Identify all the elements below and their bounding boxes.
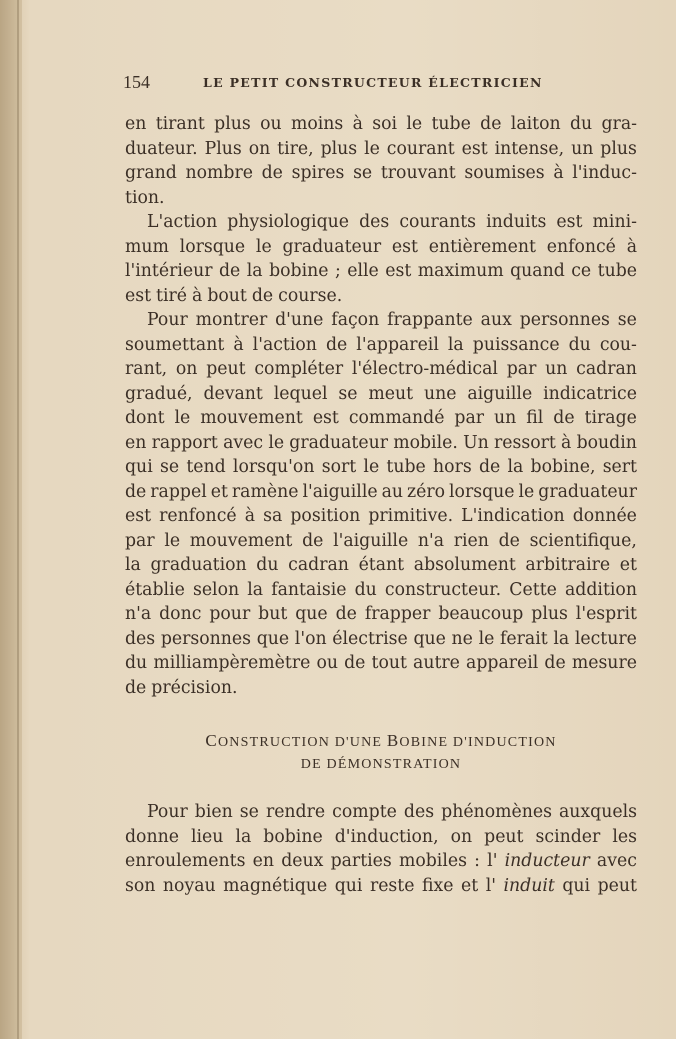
text-line [125,578,637,603]
word: lorsque [179,236,246,257]
word: en [125,432,147,453]
word: de [478,457,501,477]
word: sort [321,457,357,477]
word: ce [571,261,592,281]
word: l'action [252,334,317,355]
word: d'induction, [334,826,439,847]
word: est [461,138,488,159]
word: sa [263,506,283,526]
word: beaucoup [438,604,524,624]
text-line [125,382,637,407]
section-heading [125,729,637,777]
word: donc [159,604,202,624]
word: d'une [275,310,324,330]
word: rapport [151,432,218,453]
word: l'appareil [356,334,439,355]
word: absolument [413,555,516,575]
word: peut [484,826,524,847]
word: ferait [500,628,548,649]
word: tire, [277,138,314,159]
word: l'électro-médical [351,359,498,379]
word: cadran [576,359,637,379]
word: montrer [195,310,268,330]
word: à [561,432,572,453]
word: le [174,408,191,428]
word: L'indication [461,506,565,526]
word: rien [453,530,489,551]
word: la [507,457,524,477]
word: plus [320,138,358,159]
word: se [353,163,373,183]
word: spires [291,163,345,183]
word: de [125,677,147,698]
word: au [381,481,404,502]
word: aux [480,310,512,330]
section-heading-line-1: CONSTRUCTION D'UNE BOBINE D'INDUCTION [205,731,557,750]
word: électrise [332,628,408,649]
word: on [248,138,271,159]
word: se [239,802,259,822]
word: bien [194,802,233,822]
word: la [553,628,570,649]
text-line [125,333,637,358]
word: l'intérieur [125,261,213,281]
word: soi [372,114,398,134]
word: milliampèremètre [153,653,311,673]
word: de [480,114,502,134]
word: trouvant [380,163,456,183]
word: le [255,236,272,257]
word: l'aiguille [302,481,378,502]
word: à [244,506,256,526]
text-line [125,602,637,627]
word: qui [125,457,153,477]
page-number: 154 [123,72,150,92]
word: appareil [466,653,539,673]
word: peut [206,359,246,379]
word: ; [334,261,341,281]
word: avec [596,851,637,871]
word: le [518,481,535,502]
text-line [125,406,637,431]
text-line [125,825,637,850]
word: de [553,408,575,428]
word: de [302,530,324,551]
word: l'aiguille [333,530,409,551]
text-line [125,235,637,260]
word: rappel [150,481,207,502]
word: fantaisie [271,579,347,600]
word: grand [125,163,177,183]
word: intense, [494,138,565,159]
word: des [403,802,435,822]
word: nombre [185,163,253,183]
word: Pour [147,310,188,330]
word: L'action [147,212,218,232]
word: gradué, [125,383,193,404]
word: graduateur [289,432,388,453]
word: n'a [125,604,152,624]
text-line [125,284,637,309]
word: mum [125,236,169,257]
word: des [125,628,156,649]
word: ne [451,628,473,649]
word: du [569,114,593,134]
word: de [344,653,366,673]
word: addition [565,579,637,600]
word: les [612,826,637,847]
word: un [494,408,517,428]
text-line [125,186,637,211]
word: rant, [125,359,168,379]
word: scinder [535,826,601,847]
word: boudin [576,432,637,453]
word: ou [316,653,338,673]
word: le [406,114,423,134]
page-header [123,72,643,98]
word: graduation [150,555,247,575]
word: courant [386,138,455,159]
word: magnétique [223,875,328,896]
word: de [251,285,274,306]
word: rendre [265,802,326,822]
word: est [556,212,583,232]
word: scientifique, [529,530,637,551]
word: : [474,851,480,871]
word: mobile. [393,432,458,453]
text-line [125,431,637,456]
word: on [175,359,198,379]
word: enroulements [125,851,246,871]
word: l'induc- [572,163,637,183]
word: physiologique [227,212,349,232]
word: est [125,506,152,526]
word: sert [602,457,637,477]
word: deux [281,851,324,871]
word: parties [330,851,392,871]
word: primitive. [368,506,454,526]
word: peut [597,875,637,896]
word: selon [192,579,240,600]
word: et [461,875,479,896]
text-line [125,874,637,899]
word: lecture [574,628,637,649]
word: commandé [348,408,445,428]
text-line [125,161,637,186]
word: reste [369,875,415,896]
word: est [125,285,152,306]
word: de [125,481,147,502]
word: le [363,457,380,477]
word: tube [597,261,637,281]
text-line [125,480,637,505]
text-line [125,800,637,825]
text-line [125,651,637,676]
word: de [325,334,348,355]
word: qui [562,875,591,896]
word: personnes [160,628,252,649]
word: bout [207,285,247,306]
word: fixe [421,875,454,896]
text-line [125,627,637,652]
section-paragraph [125,800,637,898]
word: en [252,851,275,871]
word: Cette [509,579,557,600]
word: tirage [584,408,637,428]
word: l'on [294,628,327,649]
word: de [498,530,520,551]
word: à [233,334,244,355]
word: hors [433,457,472,477]
word: mini- [592,212,637,232]
word: tiré [156,285,188,306]
word: ou [260,114,282,134]
word: frappante [387,310,473,330]
word: est [385,261,412,281]
word: l' [487,851,498,871]
word: personnes [519,310,610,330]
text-line [125,504,637,529]
word: l'esprit [575,604,637,624]
text-line [125,112,637,137]
word: le [364,138,380,159]
word: et [619,555,637,575]
word: compte [332,802,397,822]
word: tion. [125,187,165,208]
word: on [450,826,473,847]
text-line [125,357,637,382]
word: maximum [417,261,504,281]
word: puissance [472,334,560,355]
text-line [125,553,637,578]
word: la [125,555,141,575]
word: lieu [190,826,224,847]
word: meut [368,383,414,404]
word: gra- [601,114,637,134]
word: la [447,334,464,355]
word: noyau [162,875,216,896]
word: plus [600,138,637,159]
word: tout [371,653,407,673]
book-binding-edge [0,0,22,1039]
word: mouvement [200,408,303,428]
word: des [359,212,390,232]
word: renfoncé [159,506,237,526]
word: but [258,604,288,624]
word: du [354,579,377,600]
text-line [125,259,637,284]
word: induits [486,212,547,232]
word: de [544,653,566,673]
word: dont [125,408,165,428]
word: courants [399,212,477,232]
word: tube [431,114,471,134]
word: se [617,310,637,330]
word: établie [125,579,185,600]
word: un [545,359,568,379]
word: par [125,530,155,551]
word: bobine [269,261,329,281]
word: duateur. [125,138,198,159]
word: la [247,579,264,600]
word: de [218,261,241,281]
word: est [312,408,339,428]
word: elle [347,261,379,281]
word: auxquels [558,802,637,822]
word: n'a [417,530,445,551]
word: cadran [288,555,349,575]
word: lorsque [449,481,515,502]
word: avec [223,432,264,453]
word: que [413,628,446,649]
word: course. [278,285,343,306]
text-line [125,529,637,554]
word: graduateur [282,236,382,257]
word: soumettant [125,334,225,355]
word: Pour [147,802,188,822]
word: son [125,875,156,896]
word: lorsqu'on [232,457,315,477]
word: donne [125,826,179,847]
word: position [290,506,361,526]
text-line [125,455,637,480]
word: est [391,236,418,257]
word: laiton [510,114,561,134]
word: du [568,334,591,355]
word: à [626,236,637,257]
word: la [246,261,263,281]
word: que [256,628,290,649]
word: Un [463,432,489,453]
word: inducteur [504,851,590,871]
word: l' [485,875,496,896]
body-text [125,112,637,700]
text-line [125,210,637,235]
word: par [506,359,537,379]
word: le [164,530,181,551]
word: indicatrice [543,383,637,404]
word: façon [331,310,380,330]
word: lequel [273,383,328,404]
word: plus [214,114,251,134]
text-line [125,308,637,333]
word: à [553,163,564,183]
word: donnée [572,506,637,526]
word: cou- [599,334,637,355]
word: précision. [151,677,238,698]
section-heading-line-2: DE DÉMONSTRATION [300,757,462,772]
word: phénomènes [441,802,552,822]
word: zéro [407,481,446,502]
word: mouvement [189,530,293,551]
word: en [125,114,147,134]
word: un [571,138,594,159]
word: le [478,628,495,649]
word: de [261,163,283,183]
word: compléter [254,359,344,379]
word: enfoncé [546,236,616,257]
word: étant [358,555,405,575]
word: tend [186,457,226,477]
text-line [125,137,637,162]
word: quand [510,261,565,281]
word: à [192,285,203,306]
word: mobiles [398,851,467,871]
word: du [256,555,279,575]
word: soumises [464,163,545,183]
word: induit [503,875,555,896]
word: par [454,408,485,428]
word: moins [290,114,344,134]
word: arbitraire [525,555,611,575]
word: bobine [263,826,323,847]
word: se [159,457,180,477]
word: graduateur [538,481,637,502]
word: une [423,383,457,404]
word: ramène [231,481,299,502]
word: de [335,604,357,624]
word: qui [334,875,363,896]
word: constructeur. [384,579,502,600]
word: et [210,481,228,502]
word: tirant [155,114,205,134]
word: que [295,604,328,624]
word: pour [209,604,251,624]
running-title: LE PETIT CONSTRUCTEUR ÉLECTRICIEN [203,75,543,90]
word: se [338,383,358,404]
word: autre [413,653,460,673]
word: mesure [571,653,637,673]
word: aiguille [467,383,533,404]
word: bobine, [530,457,596,477]
word: ressort [493,432,556,453]
word: la [235,826,252,847]
word: Plus [204,138,242,159]
word: tube [386,457,426,477]
word: frapper [364,604,431,624]
word: entièrement [428,236,536,257]
word: fil [526,408,544,428]
word: du [125,653,148,673]
word: devant [203,383,263,404]
text-line [125,849,637,874]
word: le [268,432,285,453]
word: plus [531,604,568,624]
word: à [352,114,363,134]
text-line [125,676,637,701]
